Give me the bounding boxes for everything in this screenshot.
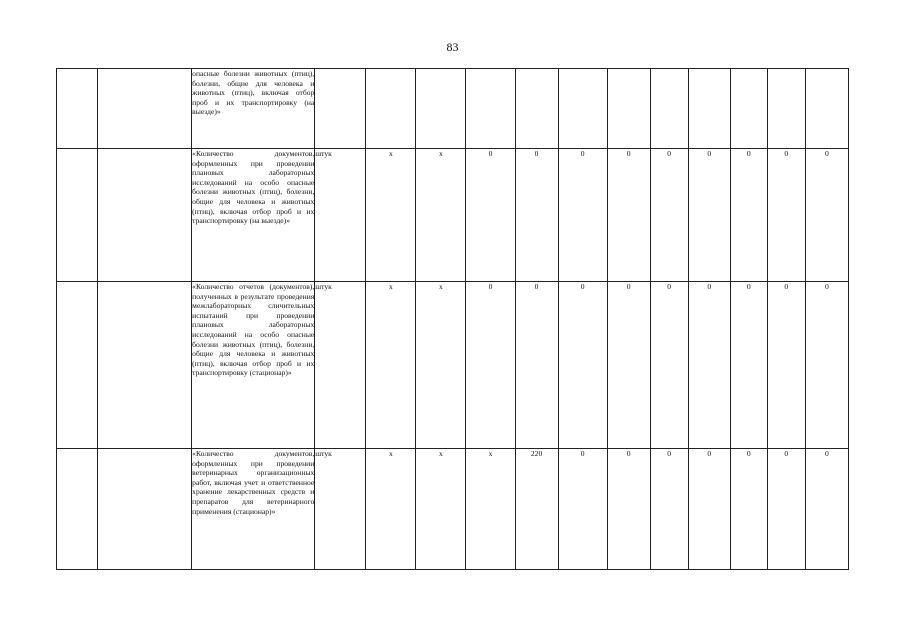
value-cell: х: [416, 282, 466, 449]
value-cell: 0: [730, 449, 767, 570]
value-cell: [366, 69, 416, 149]
value-cell: 0: [767, 149, 805, 282]
row-number-cell: [57, 449, 98, 570]
value-cell: 0: [515, 282, 558, 449]
service-name-cell: [98, 282, 192, 449]
value-cell: 0: [607, 282, 650, 449]
value-cell: [688, 69, 730, 149]
page-number: 83: [446, 40, 459, 54]
row-number-cell: [57, 149, 98, 282]
service-name-cell: [98, 69, 192, 149]
value-cell: х: [416, 149, 466, 282]
value-cell: 0: [805, 449, 848, 570]
value-cell: [558, 69, 607, 149]
value-cell: 0: [730, 282, 767, 449]
value-cell: 0: [688, 449, 730, 570]
indicator-description: опасные болезни животных (птиц), болезни, общие для человека и животных (птиц), включая отбор проб и их транспортировку (на выезде)»: [192, 69, 315, 149]
value-cell: 0: [805, 149, 848, 282]
value-cell: 0: [767, 449, 805, 570]
value-cell: 0: [730, 149, 767, 282]
value-cell: 0: [650, 449, 688, 570]
value-cell: 0: [805, 282, 848, 449]
unit-cell: [315, 69, 366, 149]
value-cell: 0: [558, 282, 607, 449]
value-cell: 0: [688, 149, 730, 282]
service-name-cell: [98, 449, 192, 570]
table-row: [57, 449, 849, 570]
value-cell: [730, 69, 767, 149]
indicator-description: «Количество документов, оформленных при проведении плановых лабораторных исследований на особо опасные болезни животных (птиц), болезни, общие для человека и животных (птиц), включая отбор проб и их транспортировку (на выезде)»: [192, 149, 315, 282]
value-cell: х: [466, 449, 515, 570]
value-cell: 0: [558, 449, 607, 570]
indicator-description: «Количество отчетов (документов), полученных в результате проведения межлабораторных сличительных испытаний при проведении плановых лабораторных исследований на особо опасные болезни животных (птиц), болезни, общие для человека и животных (птиц), включая отбор проб и их транспортировку (стационар)»: [192, 282, 315, 449]
value-cell: [650, 69, 688, 149]
table-row: [57, 149, 849, 282]
value-cell: [515, 69, 558, 149]
value-cell: х: [366, 282, 416, 449]
unit-cell: штук: [315, 149, 366, 282]
value-cell: 0: [607, 449, 650, 570]
table-row: [57, 282, 849, 449]
row-number-cell: [57, 69, 98, 149]
value-cell: 0: [767, 282, 805, 449]
value-cell: х: [416, 449, 466, 570]
value-cell: 0: [558, 149, 607, 282]
value-cell: [805, 69, 848, 149]
value-cell: 0: [688, 282, 730, 449]
value-cell: 0: [466, 149, 515, 282]
value-cell: 0: [515, 149, 558, 282]
table-row: [57, 69, 849, 149]
value-cell: 0: [466, 282, 515, 449]
value-cell: 0: [650, 282, 688, 449]
value-cell: х: [366, 149, 416, 282]
indicator-description: «Количество документов, оформленных при проведении ветеринарных организационных работ, включая учет и ответственное хранение лекарственных средств и препаратов для ветеринарного применения (стационар)»: [192, 449, 315, 570]
unit-cell: штук: [315, 449, 366, 570]
service-name-cell: [98, 149, 192, 282]
value-cell: 0: [650, 149, 688, 282]
value-cell: 220: [515, 449, 558, 570]
row-number-cell: [57, 282, 98, 449]
value-cell: 0: [607, 149, 650, 282]
value-cell: х: [366, 449, 416, 570]
value-cell: [416, 69, 466, 149]
unit-cell: штук: [315, 282, 366, 449]
indicator-table: [56, 68, 849, 570]
value-cell: [466, 69, 515, 149]
value-cell: [767, 69, 805, 149]
value-cell: [607, 69, 650, 149]
